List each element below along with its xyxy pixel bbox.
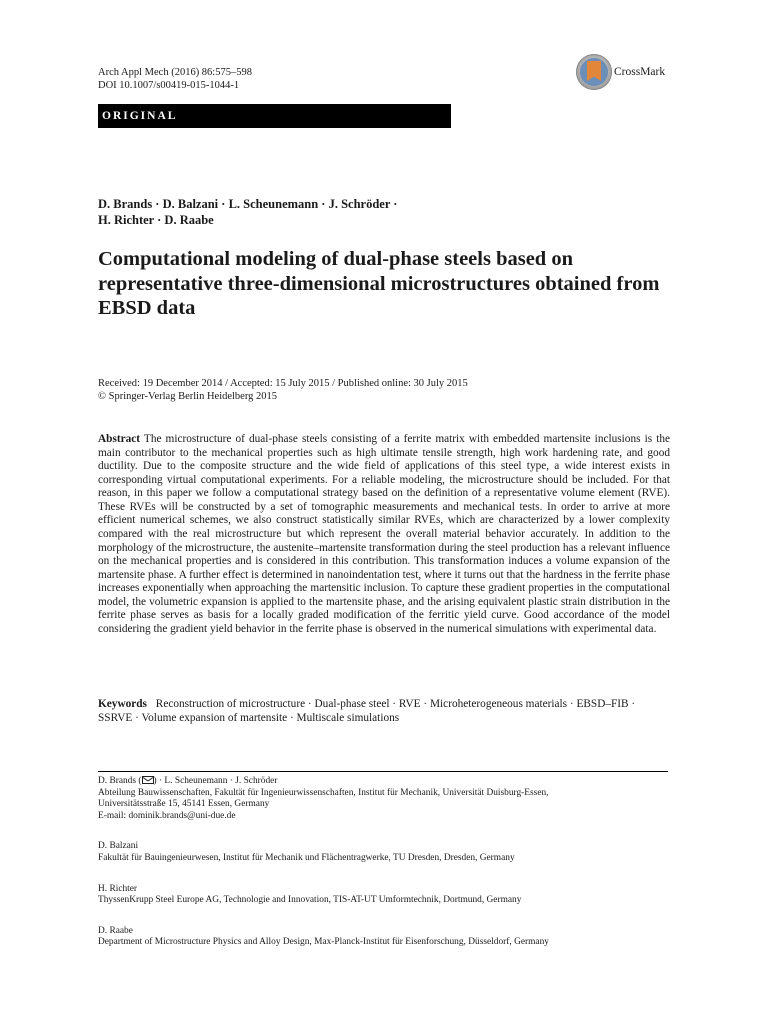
affiliation-3 xyxy=(98,884,670,907)
copyright: © Springer-Verlag Berlin Heidelberg 2015 xyxy=(98,391,278,402)
affiliation-2 xyxy=(98,841,670,864)
affiliation-names: D. Balzani xyxy=(98,841,139,852)
affiliation-institution: ThyssenKrupp Steel Europe AG, Technologie and Innovation, TIS-AT-UT Umformtechnik, Dortmund, Germany xyxy=(98,895,522,906)
affiliation-names: H. Richter xyxy=(98,883,138,894)
affiliation-institution: Fakultät für Bauingenieurwesen, Institut für Mechanik und Flächentragwerke, TU Dresden, Dresden, Germany xyxy=(98,852,515,863)
crossmark-icon xyxy=(576,54,612,90)
section-label: ORIGINAL xyxy=(98,104,451,128)
affiliation-institution: Abteilung Bauwissenschaften, Fakultät für Ingenieurwissenschaften, Institut für Mechanik, Universität Duisburg-Essen, xyxy=(98,787,549,798)
affiliation-names: D. Brands xyxy=(98,776,137,786)
journal-citation: Arch Appl Mech (2016) 86:575–598 xyxy=(98,67,252,78)
abstract-heading: Abstract xyxy=(98,433,141,445)
affiliations xyxy=(98,776,670,968)
affiliation-email[interactable]: E-mail: dominik.brands@uni-due.de xyxy=(98,810,236,821)
crossmark-label: CrossMark xyxy=(614,66,666,78)
paper-title: Computational modeling of dual-phase steels based on representative three-dimensional microstructures obtained from EBSD data xyxy=(98,248,660,319)
authors-line-2: H. Richter · D. Raabe xyxy=(98,213,214,227)
affiliation-names-rest: · L. Scheunemann · J. Schröder xyxy=(158,776,278,786)
footnote-divider xyxy=(98,771,668,772)
affiliation-institution: Department of Microstructure Physics and Alloy Design, Max-Planck-Institut für Eisenforschung, Düsseldorf, Germany xyxy=(98,937,549,948)
affiliation-names: D. Raabe xyxy=(98,925,133,936)
abstract xyxy=(98,433,670,636)
affiliation-4 xyxy=(98,926,670,949)
affiliation-address: Universitätsstraße 15, 45141 Essen, Germany xyxy=(98,799,270,810)
journal-reference xyxy=(98,66,252,92)
crossmark-badge[interactable] xyxy=(576,54,665,90)
publication-dates xyxy=(98,377,658,403)
author-list xyxy=(98,196,658,228)
doi[interactable]: DOI 10.1007/s00419-015-1044-1 xyxy=(98,80,240,91)
authors-line-1: D. Brands · D. Balzani · L. Scheunemann · J. Schröder · xyxy=(98,197,398,211)
abstract-text: The microstructure of dual-phase steels consisting of a ferrite matrix with embedded martensite inclusions is the main contributor to the mechanical properties such as high ultimate tensile strength, high work hardening rate, and good ductility. Due to the composite structure and the wide field of applications of this steel type, a wide interest exists in corresponding virtual computational experiments. For a reliable modeling, the microstructure should be included. For that reason, in this paper we follow a computational strategy based on the definition of a representative volume element (RVE). These RVEs will be constructed by a set of tomographic measurements and mechanical tests. In order to arrive at more efficient numerical schemes, we also construct statistically similar RVEs, which are characterized by a lower complexity compared with the real microstructure but which represent the overall material behavior accurately. In addition to the morphology of the microstructure, the austenite–martensite transformation during the steel production has a relevant influence on the mechanical properties and is considered in this contribution. This transformation induces a volume expansion of the martensite phase. A further effect is determined in nanoindentation test, where it turns out that the hardness in the ferrite phase increases exponentially when approaching the martensitic inclusion. To capture these gradient properties in the computational model, the volumetric expansion is applied to the martensite phase, and the arising equivalent plastic strain distribution in the ferrite phase serves as basis for a locally graded modification of the ferritic yield curve. Good accordance of the model considering the gradient yield behavior in the ferrite phase is observed in the numerical simulations with experimental data. xyxy=(98,433,670,635)
keywords-heading: Keywords xyxy=(98,698,147,710)
keywords-text: Reconstruction of microstructure · Dual-phase steel · RVE · Microheterogeneous materials · EBSD–FIB · SSRVE · Volume expansion of martensite · Multiscale simulations xyxy=(98,698,636,724)
envelope-icon[interactable] xyxy=(142,776,154,784)
affiliation-1: D. Brands ( ) · L. Scheunemann · J. Schröder Abteilung Bauwissenschaften, Fakultät für Ingenieurwissenschaften, Institut für Mechanik, Universität Duisburg-Essen, Universitätsstraße 15, 45141 Essen, Germany E-mail: dominik.brands@uni-due.de xyxy=(98,776,670,822)
keywords xyxy=(98,698,670,725)
publication-history: Received: 19 December 2014 / Accepted: 15 July 2015 / Published online: 30 July 2015 xyxy=(98,378,468,389)
